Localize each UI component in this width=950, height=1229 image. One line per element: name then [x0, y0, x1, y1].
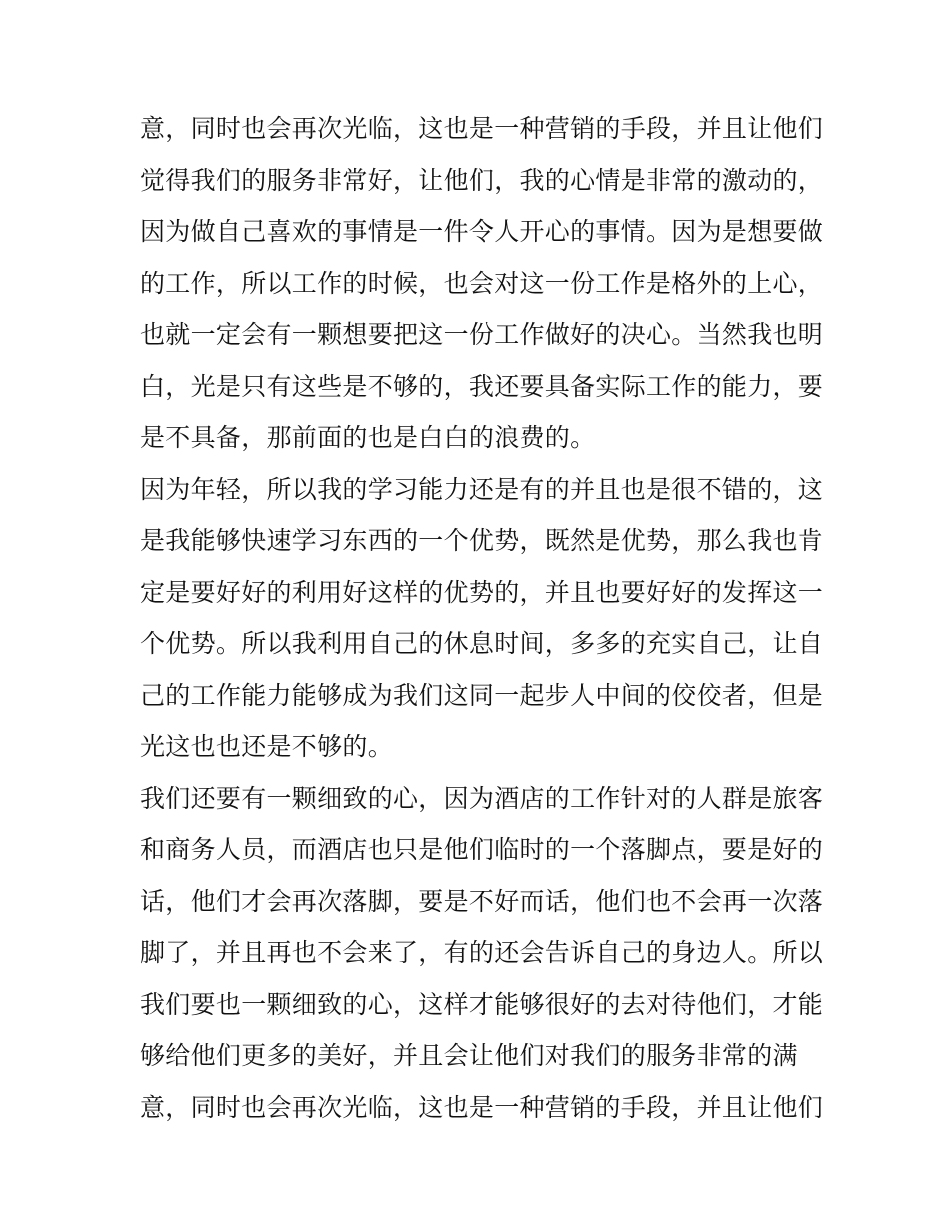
text-line: 我们还要有一颗细致的心，因为酒店的工作针对的人群是旅客 [140, 783, 824, 813]
text-line: 己的工作能力能够成为我们这同一起步人中间的佼佼者，但是 [140, 680, 824, 710]
text-line: 意，同时也会再次光临，这也是一种营销的手段，并且让他们 [140, 114, 824, 143]
text-line: 因为年轻，所以我的学习能力还是有的并且也是很不错的，这 [140, 474, 824, 504]
text-line: 话，他们才会再次落脚，要是不好而话，他们也不会再一次落 [140, 886, 824, 916]
text-line: 光这也也还是不够的。 [140, 732, 394, 761]
text-line: 也就一定会有一颗想要把这一份工作做好的决心。当然我也明 [140, 320, 824, 349]
document-body [140, 103, 824, 1133]
text-line: 和商务人员，而酒店也只是他们临时的一个落脚点，要是好的 [140, 835, 824, 864]
text-line: 脚了，并且再也不会来了，有的还会告诉自己的身边人。所以 [140, 938, 824, 967]
text-line: 是我能够快速学习东西的一个优势，既然是优势，那么我也肯 [140, 526, 824, 555]
text-line: 觉得我们的服务非常好，让他们，我的心情是非常的激动的， [140, 165, 824, 195]
text-line: 够给他们更多的美好，并且会让他们对我们的服务非常的满 [140, 1041, 798, 1070]
text-line: 因为做自己喜欢的事情是一件令人开心的事情。因为是想要做 [140, 217, 824, 246]
text-line: 我们要也一颗细致的心，这样才能够很好的去对待他们，才能 [140, 989, 824, 1019]
text-line: 定是要好好的利用好这样的优势的，并且也要好好的发挥这一 [140, 577, 824, 607]
text-line: 意，同时也会再次光临，这也是一种营销的手段，并且让他们 [140, 1092, 824, 1122]
text-line: 的工作，所以工作的时候，也会对这一份工作是格外的上心， [140, 268, 824, 298]
text-line: 白，光是只有这些是不够的，我还要具备实际工作的能力，要 [140, 371, 824, 401]
text-line: 是不具备，那前面的也是白白的浪费的。 [140, 423, 596, 452]
text-line: 个优势。所以我利用自己的休息时间，多多的充实自己，让自 [140, 629, 824, 658]
